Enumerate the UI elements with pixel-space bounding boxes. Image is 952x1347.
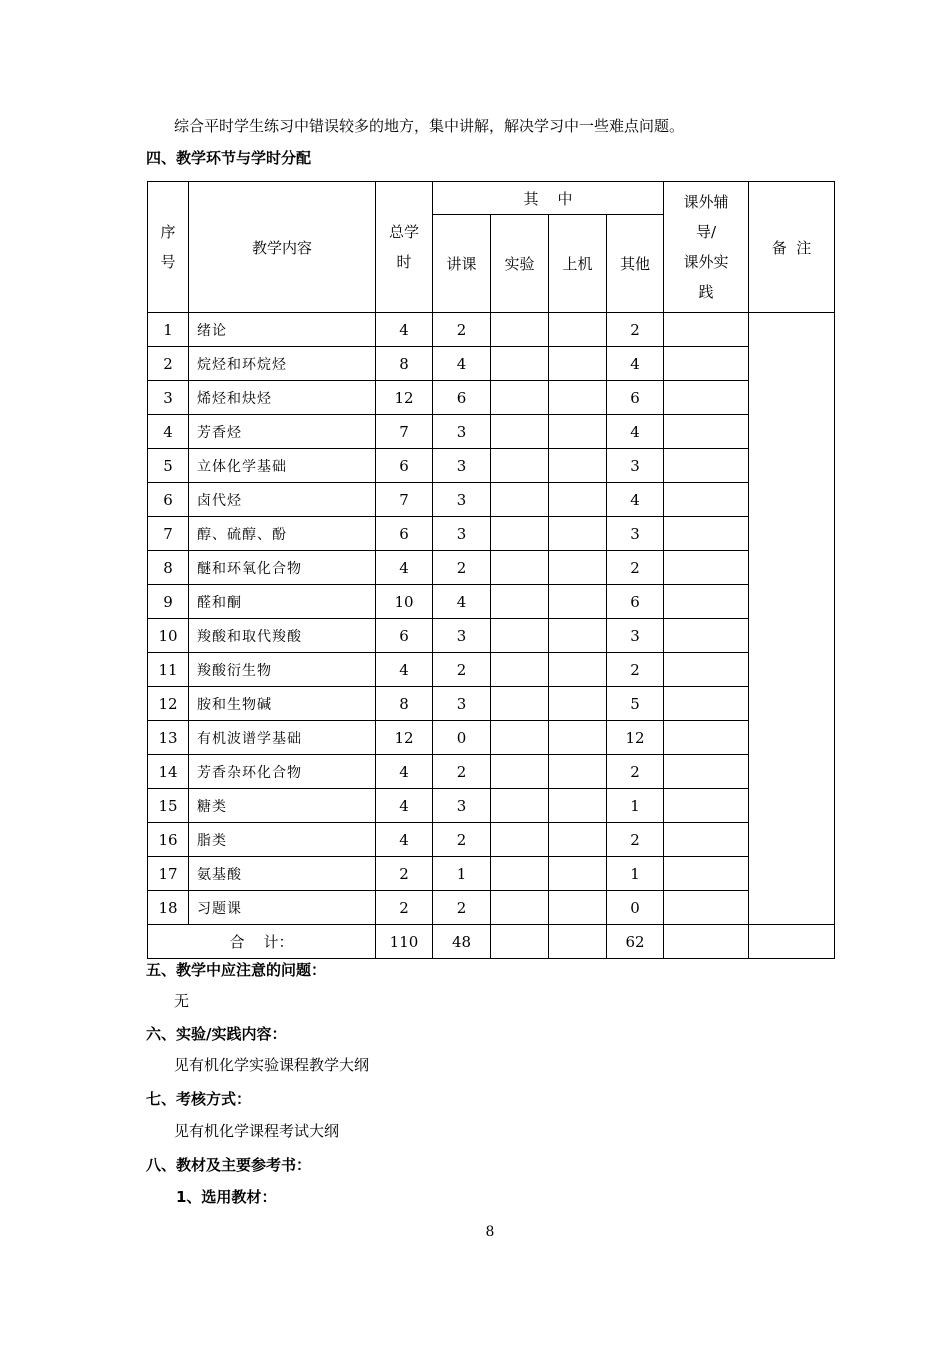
header-content: 教学内容 (189, 182, 376, 313)
cell-other: 6 (607, 585, 664, 619)
cell-extra (664, 551, 749, 585)
cell-lecture: 3 (433, 483, 491, 517)
header-computer: 上机 (549, 215, 607, 313)
cell-lecture: 3 (433, 415, 491, 449)
cell-computer (549, 823, 607, 857)
cell-lecture: 1 (433, 857, 491, 891)
cell-computer (549, 687, 607, 721)
cell-seq: 13 (148, 721, 189, 755)
header-among: 其 中 (433, 182, 664, 215)
table-row (148, 653, 835, 687)
cell-seq: 1 (148, 313, 189, 347)
cell-lecture: 2 (433, 313, 491, 347)
cell-computer (549, 449, 607, 483)
header-experiment: 实验 (491, 215, 549, 313)
header-seq (148, 182, 189, 313)
cell-computer (549, 517, 607, 551)
cell-total: 8 (376, 347, 433, 381)
cell-other: 2 (607, 653, 664, 687)
cell-computer (549, 415, 607, 449)
cell-experiment (491, 857, 549, 891)
total-computer (549, 925, 607, 959)
cell-lecture: 2 (433, 551, 491, 585)
table-row (148, 347, 835, 381)
cell-content: 羧酸和取代羧酸 (189, 619, 376, 653)
cell-total: 4 (376, 653, 433, 687)
section-heading-assessment: 七、考核方式： (146, 1090, 252, 1108)
cell-other: 12 (607, 721, 664, 755)
cell-computer (549, 483, 607, 517)
cell-content: 醛和酮 (189, 585, 376, 619)
cell-seq: 5 (148, 449, 189, 483)
cell-extra (664, 517, 749, 551)
header-extra-line1: 课外辅 (683, 193, 729, 211)
cell-computer (549, 789, 607, 823)
cell-extra (664, 347, 749, 381)
cell-seq: 6 (148, 483, 189, 517)
table-row (148, 449, 835, 483)
table-row (148, 789, 835, 823)
cell-lecture: 3 (433, 687, 491, 721)
cell-lecture: 2 (433, 653, 491, 687)
cell-content: 羧酸衍生物 (189, 653, 376, 687)
total-row (148, 925, 835, 959)
section-heading-notes: 五、教学中应注意的问题： (146, 961, 327, 979)
header-seq-line1: 序 (160, 223, 176, 241)
cell-seq: 18 (148, 891, 189, 925)
cell-seq: 3 (148, 381, 189, 415)
total-lecture: 48 (433, 925, 491, 959)
cell-content: 卤代烃 (189, 483, 376, 517)
table-row (148, 721, 835, 755)
cell-total: 4 (376, 823, 433, 857)
cell-other: 1 (607, 857, 664, 891)
total-extra (664, 925, 749, 959)
cell-total: 6 (376, 449, 433, 483)
experiments-body: 见有机化学实验课程教学大纲 (174, 1056, 370, 1074)
cell-other: 4 (607, 483, 664, 517)
table-row (148, 517, 835, 551)
cell-total: 6 (376, 619, 433, 653)
cell-computer (549, 381, 607, 415)
table-row (148, 857, 835, 891)
cell-experiment (491, 653, 549, 687)
cell-other: 1 (607, 789, 664, 823)
table-row (148, 313, 835, 347)
cell-content: 醚和环氧化合物 (189, 551, 376, 585)
cell-lecture: 3 (433, 517, 491, 551)
cell-total: 4 (376, 755, 433, 789)
cell-other: 2 (607, 823, 664, 857)
cell-extra (664, 857, 749, 891)
cell-seq: 15 (148, 789, 189, 823)
cell-total: 7 (376, 483, 433, 517)
cell-extra (664, 313, 749, 347)
table-row (148, 823, 835, 857)
cell-total: 12 (376, 381, 433, 415)
cell-seq: 16 (148, 823, 189, 857)
cell-extra (664, 483, 749, 517)
cell-lecture: 2 (433, 891, 491, 925)
cell-lecture: 3 (433, 619, 491, 653)
header-total-hours (376, 182, 433, 313)
cell-other: 3 (607, 619, 664, 653)
cell-content: 有机波谱学基础 (189, 721, 376, 755)
cell-content: 烷烃和环烷烃 (189, 347, 376, 381)
cell-seq: 7 (148, 517, 189, 551)
cell-lecture: 2 (433, 755, 491, 789)
cell-other: 2 (607, 551, 664, 585)
header-extra-practice (664, 182, 749, 313)
cell-computer (549, 313, 607, 347)
cell-experiment (491, 551, 549, 585)
cell-seq: 11 (148, 653, 189, 687)
cell-content: 芳香杂环化合物 (189, 755, 376, 789)
cell-experiment (491, 449, 549, 483)
cell-computer (549, 585, 607, 619)
cell-content: 立体化学基础 (189, 449, 376, 483)
cell-extra (664, 823, 749, 857)
cell-extra (664, 415, 749, 449)
cell-experiment (491, 755, 549, 789)
table-row (148, 585, 835, 619)
assessment-body: 见有机化学课程考试大纲 (174, 1122, 340, 1140)
cell-experiment (491, 347, 549, 381)
cell-other: 5 (607, 687, 664, 721)
header-extra-line3: 课外实 (683, 253, 729, 271)
intro-paragraph: 综合平时学生练习中错误较多的地方，集中讲解，解决学习中一些难点问题。 (174, 117, 685, 135)
cell-computer (549, 347, 607, 381)
cell-extra (664, 381, 749, 415)
table-row (148, 415, 835, 449)
cell-content: 习题课 (189, 891, 376, 925)
cell-seq: 17 (148, 857, 189, 891)
cell-seq: 10 (148, 619, 189, 653)
cell-total: 2 (376, 857, 433, 891)
cell-seq: 14 (148, 755, 189, 789)
cell-total: 8 (376, 687, 433, 721)
cell-total: 4 (376, 551, 433, 585)
cell-total: 6 (376, 517, 433, 551)
cell-total: 4 (376, 789, 433, 823)
cell-experiment (491, 381, 549, 415)
cell-experiment (491, 313, 549, 347)
cell-extra (664, 449, 749, 483)
cell-extra (664, 721, 749, 755)
cell-extra (664, 619, 749, 653)
cell-experiment (491, 687, 549, 721)
cell-experiment (491, 517, 549, 551)
cell-extra (664, 687, 749, 721)
cell-content: 芳香烃 (189, 415, 376, 449)
cell-computer (549, 721, 607, 755)
cell-lecture: 2 (433, 823, 491, 857)
table-row (148, 755, 835, 789)
section-heading-textbooks: 八、教材及主要参考书： (146, 1156, 312, 1174)
cell-total: 10 (376, 585, 433, 619)
cell-extra (664, 653, 749, 687)
cell-extra (664, 891, 749, 925)
cell-content: 绪论 (189, 313, 376, 347)
cell-lecture: 4 (433, 585, 491, 619)
cell-experiment (491, 891, 549, 925)
cell-remarks (749, 313, 835, 925)
cell-seq: 9 (148, 585, 189, 619)
header-total-line1: 总学 (388, 223, 419, 241)
schedule-body (148, 313, 835, 925)
cell-total: 4 (376, 313, 433, 347)
table-row (148, 687, 835, 721)
cell-other: 0 (607, 891, 664, 925)
cell-experiment (491, 585, 549, 619)
cell-total: 2 (376, 891, 433, 925)
cell-experiment (491, 823, 549, 857)
table-row (148, 891, 835, 925)
cell-lecture: 3 (433, 789, 491, 823)
cell-seq: 8 (148, 551, 189, 585)
cell-computer (549, 755, 607, 789)
header-extra-line2: 导/ (695, 223, 717, 241)
cell-other: 4 (607, 415, 664, 449)
cell-seq: 12 (148, 687, 189, 721)
cell-experiment (491, 483, 549, 517)
section-heading-experiments: 六、实验/实践内容： (146, 1025, 287, 1043)
header-other: 其他 (607, 215, 664, 313)
teaching-schedule-table (147, 181, 835, 959)
cell-extra (664, 585, 749, 619)
cell-content: 醇、硫醇、酚 (189, 517, 376, 551)
total-remarks (749, 925, 835, 959)
cell-lecture: 3 (433, 449, 491, 483)
cell-experiment (491, 619, 549, 653)
table-row (148, 381, 835, 415)
table-row (148, 619, 835, 653)
cell-content: 脂类 (189, 823, 376, 857)
cell-other: 3 (607, 517, 664, 551)
cell-other: 2 (607, 313, 664, 347)
cell-seq: 2 (148, 347, 189, 381)
cell-lecture: 6 (433, 381, 491, 415)
cell-total: 12 (376, 721, 433, 755)
cell-computer (549, 551, 607, 585)
cell-computer (549, 857, 607, 891)
header-extra-line4: 践 (698, 283, 714, 301)
cell-experiment (491, 415, 549, 449)
total-label: 合 计： (148, 925, 376, 959)
section-heading-teaching-schedule: 四、教学环节与学时分配 (146, 149, 312, 167)
cell-content: 糖类 (189, 789, 376, 823)
cell-seq: 4 (148, 415, 189, 449)
cell-total: 7 (376, 415, 433, 449)
cell-content: 氨基酸 (189, 857, 376, 891)
cell-content: 烯烃和炔烃 (189, 381, 376, 415)
total-other: 62 (607, 925, 664, 959)
cell-experiment (491, 789, 549, 823)
cell-computer (549, 619, 607, 653)
header-seq-line2: 号 (160, 253, 176, 271)
table-row (148, 483, 835, 517)
total-experiment (491, 925, 549, 959)
cell-lecture: 4 (433, 347, 491, 381)
total-total: 110 (376, 925, 433, 959)
subheading-selected-textbook: 1、选用教材： (176, 1188, 277, 1206)
header-remarks: 备 注 (749, 182, 835, 313)
cell-other: 3 (607, 449, 664, 483)
cell-content: 胺和生物碱 (189, 687, 376, 721)
cell-computer (549, 653, 607, 687)
cell-other: 4 (607, 347, 664, 381)
header-total-line2: 时 (396, 253, 412, 271)
cell-other: 2 (607, 755, 664, 789)
header-lecture: 讲课 (433, 215, 491, 313)
cell-extra (664, 755, 749, 789)
table-row (148, 551, 835, 585)
cell-experiment (491, 721, 549, 755)
cell-other: 6 (607, 381, 664, 415)
page-number: 8 (485, 1224, 495, 1240)
cell-lecture: 0 (433, 721, 491, 755)
cell-computer (549, 891, 607, 925)
cell-extra (664, 789, 749, 823)
notes-body: 无 (174, 992, 190, 1010)
